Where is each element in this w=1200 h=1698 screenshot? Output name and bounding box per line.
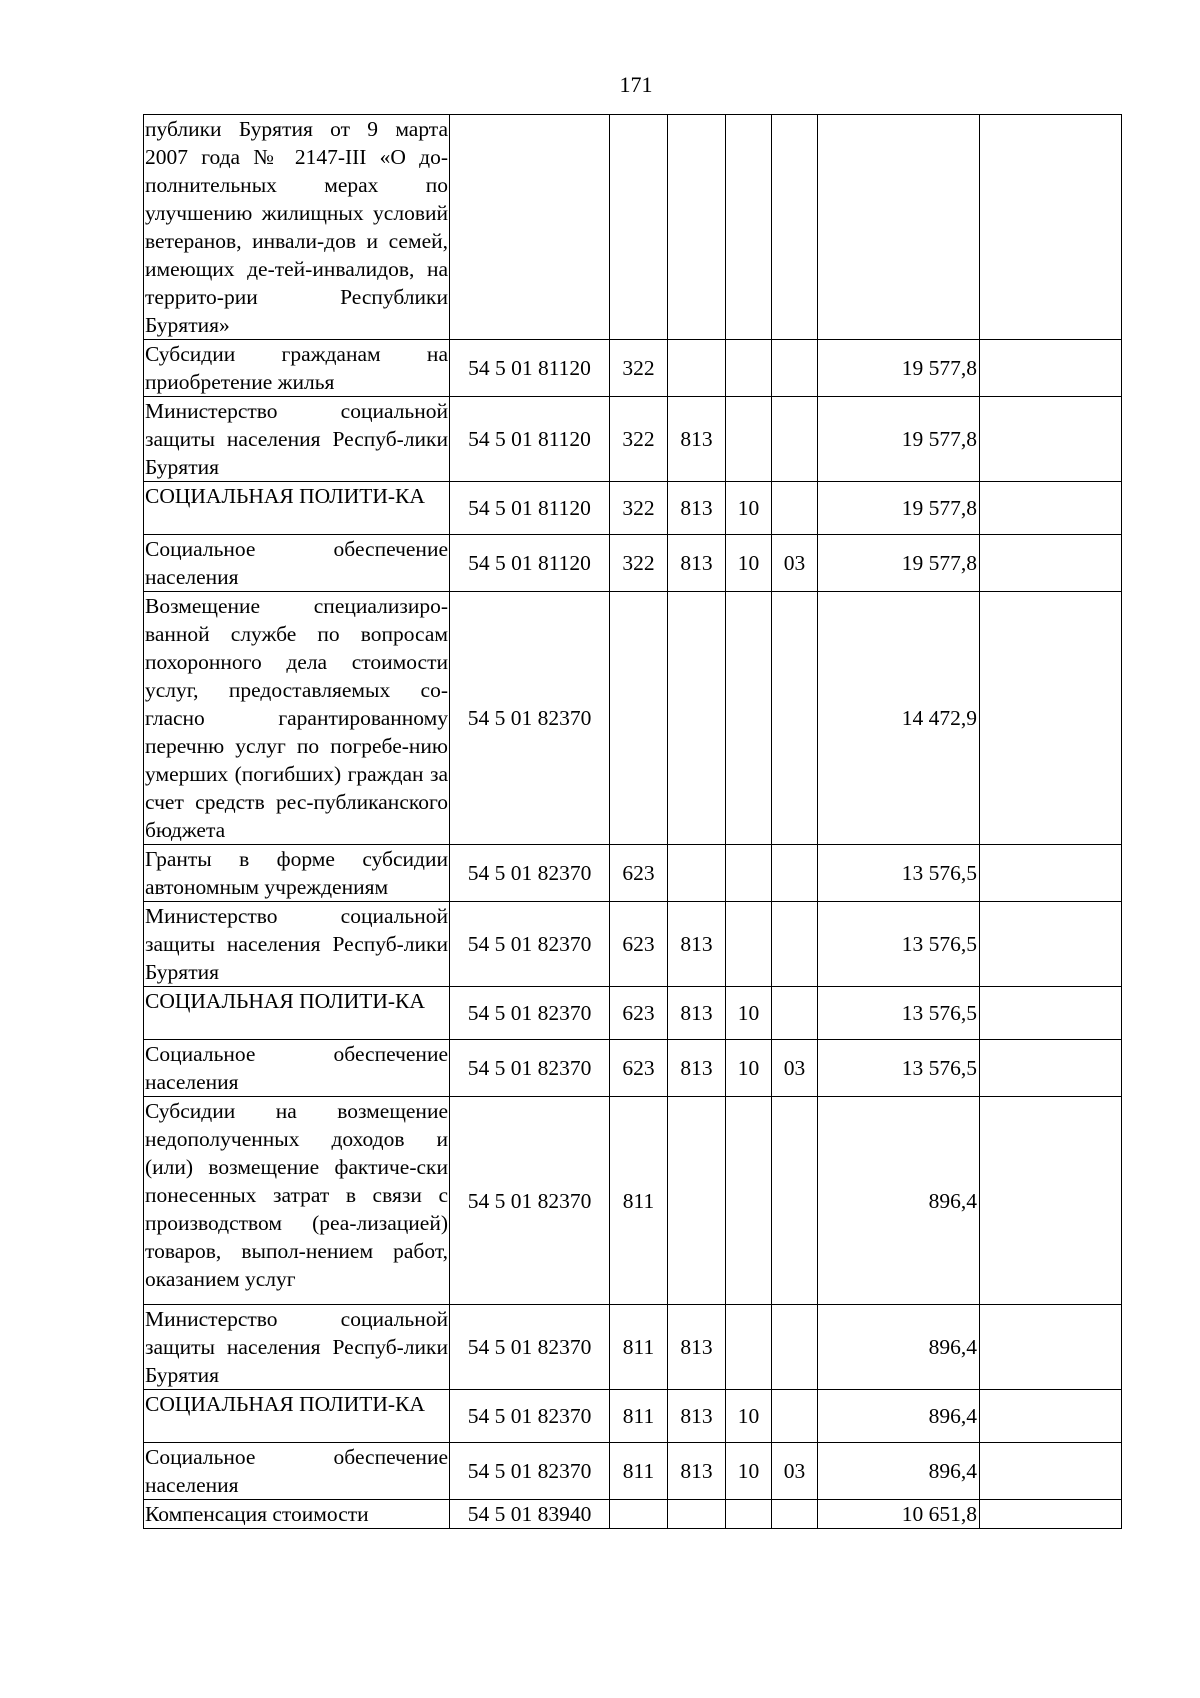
subsection-code: 03 [772,1443,818,1500]
page-number: 171 [619,72,653,97]
department-code: 813 [668,1305,726,1390]
section-code [726,1097,772,1305]
target-article-code: 54 5 01 83940 [450,1500,610,1529]
extra-cell [980,845,1122,902]
subsection-code [772,1097,818,1305]
target-article-code: 54 5 01 82370 [450,1390,610,1443]
extra-cell [980,592,1122,845]
subsection-code [772,845,818,902]
expense-type-code: 623 [610,1040,668,1097]
subsection-code: 03 [772,535,818,592]
department-code [668,340,726,397]
extra-cell [980,535,1122,592]
extra-cell [980,482,1122,535]
table-row [144,1305,1122,1390]
target-article-code: 54 5 01 82370 [450,1040,610,1097]
extra-cell [980,1443,1122,1500]
subsection-code [772,340,818,397]
extra-cell [980,1390,1122,1443]
section-code [726,1500,772,1529]
section-code: 10 [726,1443,772,1500]
amount: 14 472,9 [818,592,980,845]
amount [818,115,980,340]
row-name: публики Бурятия от 9 марта 2007 года № 2147-III «О до-полнительных мерах по улучшению жилищных условий ветеранов, инвали-дов и семей, имеющих де-тей-инвалидов, на террито-рии Республики Бурятия» [144,115,450,340]
amount: 13 576,5 [818,1040,980,1097]
amount: 10 651,8 [818,1500,980,1529]
amount: 19 577,8 [818,535,980,592]
target-article-code: 54 5 01 82370 [450,592,610,845]
department-code [668,845,726,902]
subsection-code [772,482,818,535]
extra-cell [980,987,1122,1040]
expense-type-code: 811 [610,1443,668,1500]
section-code [726,845,772,902]
subsection-code [772,987,818,1040]
amount: 896,4 [818,1443,980,1500]
table-row [144,1443,1122,1500]
target-article-code [450,115,610,340]
row-name: Субсидии на возмещение недополученных доходов и (или) возмещение фактиче-ски понесенных затрат в связи с производством (реа-лизацией) товаров, выпол-нением работ, оказанием услуг [144,1097,450,1305]
table-row [144,1097,1122,1305]
amount: 896,4 [818,1097,980,1305]
department-code: 813 [668,1040,726,1097]
amount: 896,4 [818,1305,980,1390]
section-code: 10 [726,987,772,1040]
budget-table [143,114,1122,1529]
table-row [144,340,1122,397]
target-article-code: 54 5 01 82370 [450,987,610,1040]
subsection-code: 03 [772,1040,818,1097]
expense-type-code: 322 [610,397,668,482]
table-row [144,592,1122,845]
extra-cell [980,902,1122,987]
subsection-code [772,592,818,845]
target-article-code: 54 5 01 82370 [450,1097,610,1305]
row-name: Гранты в форме субсидии автономным учреждениям [144,845,450,902]
amount: 19 577,8 [818,482,980,535]
amount: 19 577,8 [818,340,980,397]
department-code [668,1500,726,1529]
row-name: Социальное обеспечение населения [144,535,450,592]
target-article-code: 54 5 01 81120 [450,482,610,535]
amount: 19 577,8 [818,397,980,482]
target-article-code: 54 5 01 82370 [450,1305,610,1390]
target-article-code: 54 5 01 81120 [450,340,610,397]
table-row [144,1500,1122,1529]
target-article-code: 54 5 01 81120 [450,397,610,482]
table-row [144,115,1122,340]
section-code [726,592,772,845]
subsection-code [772,1305,818,1390]
row-name: Министерство социальной защиты населения Респуб-лики Бурятия [144,397,450,482]
subsection-code [772,115,818,340]
subsection-code [772,397,818,482]
table-row [144,482,1122,535]
department-code: 813 [668,987,726,1040]
department-code: 813 [668,902,726,987]
table-row [144,845,1122,902]
amount: 13 576,5 [818,845,980,902]
row-name: Социальное обеспечение населения [144,1040,450,1097]
row-name: Субсидии гражданам на приобретение жилья [144,340,450,397]
table-row [144,535,1122,592]
subsection-code [772,1500,818,1529]
section-code [726,397,772,482]
extra-cell [980,1500,1122,1529]
department-code: 813 [668,535,726,592]
section-code: 10 [726,482,772,535]
target-article-code: 54 5 01 82370 [450,902,610,987]
amount: 13 576,5 [818,902,980,987]
row-name: Министерство социальной защиты населения Респуб-лики Бурятия [144,902,450,987]
expense-type-code: 322 [610,340,668,397]
table-body [144,115,1122,1529]
row-name: Возмещение специализиро-ванной службе по вопросам похоронного дела стоимости услуг, предоставляемых со-гласно гарантированному перечню услуг по погребе-нию умерших (погибших) граждан за счет средств рес-публиканского бюджета [144,592,450,845]
section-code [726,902,772,987]
extra-cell [980,340,1122,397]
row-name: Компенсация стоимости [144,1500,450,1529]
department-code: 813 [668,482,726,535]
department-code [668,592,726,845]
expense-type-code [610,115,668,340]
section-code: 10 [726,535,772,592]
row-name: СОЦИАЛЬНАЯ ПОЛИТИ-КА [144,1390,450,1443]
target-article-code: 54 5 01 81120 [450,535,610,592]
department-code [668,115,726,340]
extra-cell [980,397,1122,482]
row-name: Социальное обеспечение населения [144,1443,450,1500]
extra-cell [980,1040,1122,1097]
section-code [726,1305,772,1390]
section-code: 10 [726,1040,772,1097]
table-row [144,1390,1122,1443]
table-row [144,902,1122,987]
extra-cell [980,1305,1122,1390]
expense-type-code: 322 [610,535,668,592]
expense-type-code: 322 [610,482,668,535]
section-code [726,115,772,340]
department-code: 813 [668,397,726,482]
subsection-code [772,1390,818,1443]
row-name: Министерство социальной защиты населения Респуб-лики Бурятия [144,1305,450,1390]
table-row [144,397,1122,482]
amount: 896,4 [818,1390,980,1443]
subsection-code [772,902,818,987]
target-article-code: 54 5 01 82370 [450,845,610,902]
expense-type-code: 811 [610,1097,668,1305]
target-article-code: 54 5 01 82370 [450,1443,610,1500]
expense-type-code: 623 [610,845,668,902]
expense-type-code: 811 [610,1305,668,1390]
expense-type-code [610,592,668,845]
expense-type-code [610,1500,668,1529]
department-code [668,1097,726,1305]
extra-cell [980,1097,1122,1305]
extra-cell [980,115,1122,340]
department-code: 813 [668,1443,726,1500]
table-row [144,1040,1122,1097]
expense-type-code: 623 [610,987,668,1040]
section-code [726,340,772,397]
table-row [144,987,1122,1040]
row-name: СОЦИАЛЬНАЯ ПОЛИТИ-КА [144,482,450,535]
row-name: СОЦИАЛЬНАЯ ПОЛИТИ-КА [144,987,450,1040]
expense-type-code: 623 [610,902,668,987]
expense-type-code: 811 [610,1390,668,1443]
amount: 13 576,5 [818,987,980,1040]
department-code: 813 [668,1390,726,1443]
section-code: 10 [726,1390,772,1443]
